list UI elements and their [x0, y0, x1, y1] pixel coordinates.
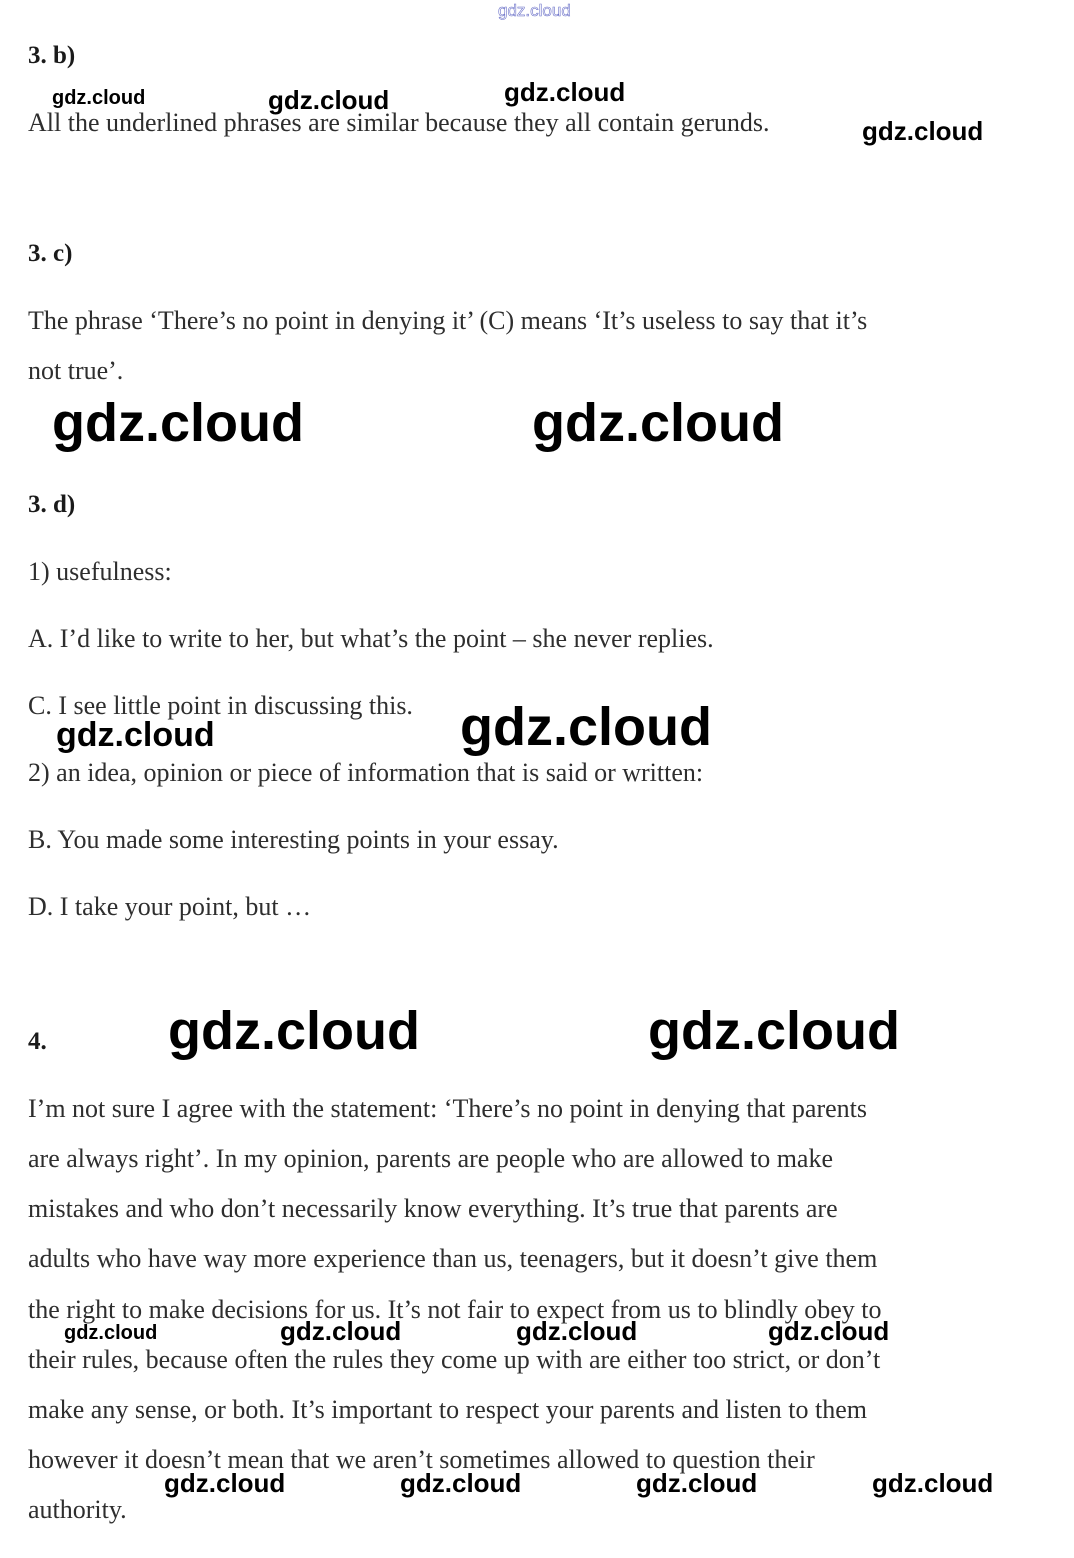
section-3b-line-1: All the underlined phrases are similar because they all contain gerunds.	[28, 108, 770, 137]
watermark-top: gdz.cloud	[498, 1, 571, 20]
section-3c-line-2: not true’.	[28, 356, 124, 385]
watermark: gdz.cloud	[52, 87, 146, 109]
section-4-line-4: adults who have way more experience than us, teenagers, but it doesn’t give them	[28, 1244, 878, 1273]
section-3d-line-2: A. I’d like to write to her, but what’s the point – she never replies.	[28, 624, 714, 653]
watermark: gdz.cloud	[504, 77, 626, 107]
section-3d-line-1: 1) usefulness:	[28, 557, 172, 586]
watermark: gdz.cloud	[872, 1468, 994, 1498]
watermark: gdz.cloud	[768, 1316, 890, 1346]
section-4-line-9: authority.	[28, 1495, 127, 1524]
watermark: gdz.cloud	[56, 716, 215, 754]
watermark: gdz.cloud	[164, 1468, 286, 1498]
watermark: gdz.cloud	[168, 1001, 420, 1061]
section-4-line-5: the right to make decisions for us. It’s not fair to expect from us to blindly obey to	[28, 1295, 882, 1324]
section-3d-line-3: C. I see little point in discussing this.	[28, 691, 413, 720]
section-3d-line-5: B. You made some interesting points in your essay.	[28, 825, 559, 854]
watermark: gdz.cloud	[280, 1316, 402, 1346]
section-heading-4: 4.	[28, 1028, 47, 1055]
watermark: gdz.cloud	[52, 393, 304, 453]
section-heading-3b: 3. b)	[28, 42, 76, 69]
watermark: gdz.cloud	[648, 1001, 900, 1061]
watermark: gdz.cloud	[64, 1322, 158, 1344]
section-heading-3c: 3. c)	[28, 240, 73, 267]
section-4-line-6: their rules, because often the rules they come up with are either too strict, or don’t	[28, 1345, 881, 1374]
watermark: gdz.cloud	[636, 1468, 758, 1498]
watermark: gdz.cloud	[400, 1468, 522, 1498]
watermark: gdz.cloud	[532, 393, 784, 453]
section-4-line-7: make any sense, or both. It’s important to respect your parents and listen to them	[28, 1395, 868, 1424]
section-4-line-1: I’m not sure I agree with the statement: ‘There’s no point in denying that parents	[28, 1094, 867, 1123]
section-4-line-3: mistakes and who don’t necessarily know everything. It’s true that parents are	[28, 1194, 838, 1223]
watermark: gdz.cloud	[516, 1316, 638, 1346]
section-4-line-2: are always right’. In my opinion, parents are people who are allowed to make	[28, 1144, 833, 1173]
watermark: gdz.cloud	[460, 697, 712, 757]
section-4-line-8: however it doesn’t mean that we aren’t sometimes allowed to question their	[28, 1445, 815, 1474]
section-3c-line-1: The phrase ‘There’s no point in denying it’ (C) means ‘It’s useless to say that it’s	[28, 306, 868, 335]
watermark: gdz.cloud	[268, 85, 390, 115]
section-3d-line-4: 2) an idea, opinion or piece of information that is said or written:	[28, 758, 704, 787]
watermark: gdz.cloud	[862, 116, 984, 146]
section-3d-line-6: D. I take your point, but …	[28, 892, 312, 921]
section-heading-3d: 3. d)	[28, 491, 76, 518]
